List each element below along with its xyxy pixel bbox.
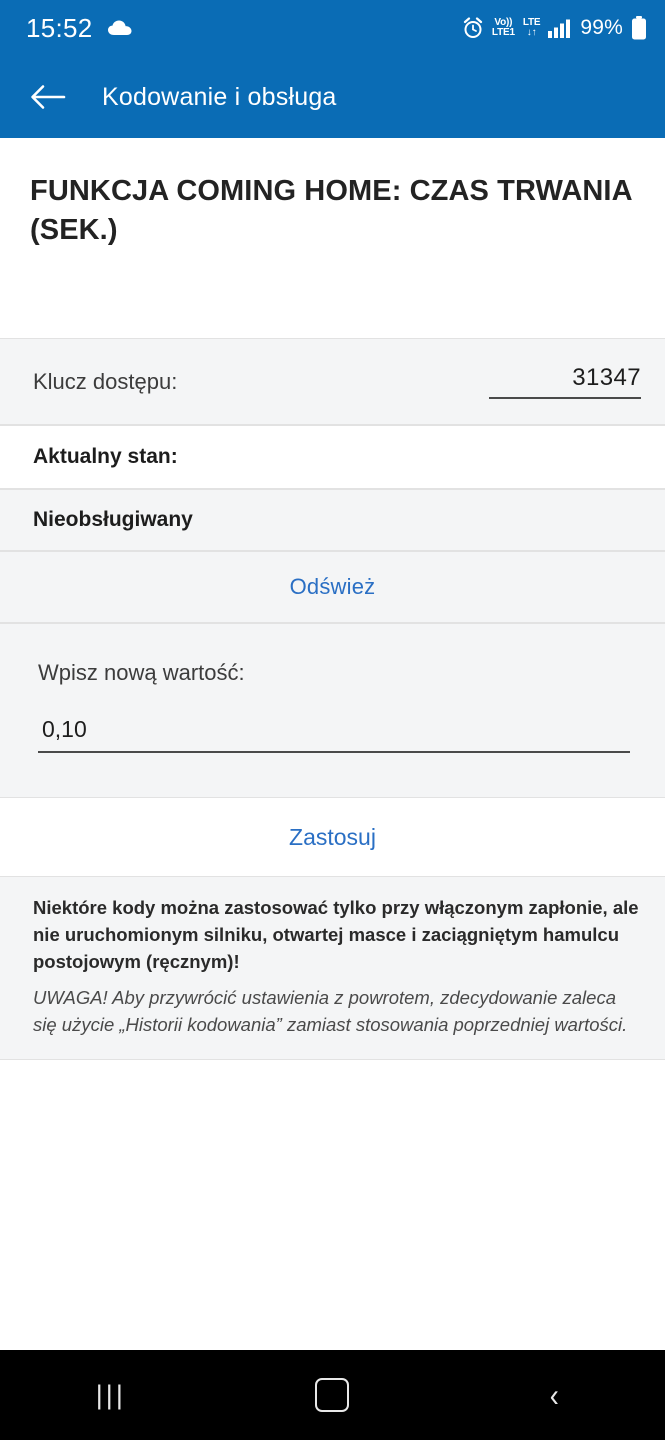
apply-button-label: Zastosuj — [289, 823, 376, 850]
new-value-label: Wpisz nową wartość: — [38, 660, 245, 685]
access-key-label: Klucz dostępu: — [33, 368, 178, 394]
attention-note: UWAGA! Aby przywrócić ustawienia z powrotem, zdecydowanie zaleca się użycie „Historii kodowania” zamiast stosowania poprzedniej wartości. — [33, 987, 628, 1036]
status-bar — [0, 0, 665, 56]
refresh-button-label: Odśwież — [289, 574, 376, 599]
nav-back-button[interactable] — [509, 1350, 599, 1440]
chevron-left-icon: ‹ — [549, 1377, 559, 1413]
warning-note: Niektóre kody można zastosować tylko przy włączonym zapłonie, ale nie uruchomionym silniku, otwartej masce i zaciągniętym hamulcu postojowym (ręcznym)! — [33, 897, 639, 972]
battery-icon — [631, 16, 647, 40]
status-bar-left — [26, 13, 135, 44]
arrow-left-icon — [30, 82, 66, 112]
home-square-icon — [315, 1378, 349, 1412]
empty-space — [0, 1060, 665, 1350]
status-clock: 15:52 — [26, 12, 93, 43]
access-key-value: 31347 — [572, 364, 641, 391]
notes-section — [0, 877, 665, 1060]
cloud-icon — [107, 19, 135, 37]
current-state-label: Aktualny stan: — [33, 445, 178, 468]
current-state-value: Nieobsługiwany — [33, 508, 193, 531]
recents-icon: ||| — [95, 1379, 126, 1410]
system-navigation-bar — [0, 1350, 665, 1440]
volte-icon: Vo)) LTE1 — [491, 17, 515, 38]
access-key-row — [0, 338, 665, 425]
new-value-block — [0, 623, 665, 798]
page-body — [0, 138, 665, 1350]
page-title: FUNKCJA COMING HOME: CZAS TRWANIA (SEK.) — [30, 175, 632, 247]
refresh-button[interactable] — [0, 551, 665, 623]
access-key-input[interactable] — [489, 364, 641, 399]
alarm-clock-icon — [462, 17, 484, 39]
lte-icon: LTE ↓↑ — [522, 17, 541, 38]
apply-button[interactable] — [0, 798, 665, 877]
new-value-input[interactable] — [38, 716, 630, 753]
recents-button[interactable] — [66, 1350, 156, 1440]
app-bar-title: Kodowanie i obsługa — [102, 82, 337, 111]
status-bar-right — [462, 16, 647, 40]
back-button[interactable] — [26, 75, 70, 119]
app-bar — [0, 56, 665, 138]
current-state-row — [0, 425, 665, 489]
current-state-value-row — [0, 489, 665, 551]
home-button[interactable] — [287, 1350, 377, 1440]
signal-bars-icon — [548, 18, 572, 38]
battery-percent-label: 99% — [580, 16, 623, 39]
page-title-container — [0, 138, 665, 338]
